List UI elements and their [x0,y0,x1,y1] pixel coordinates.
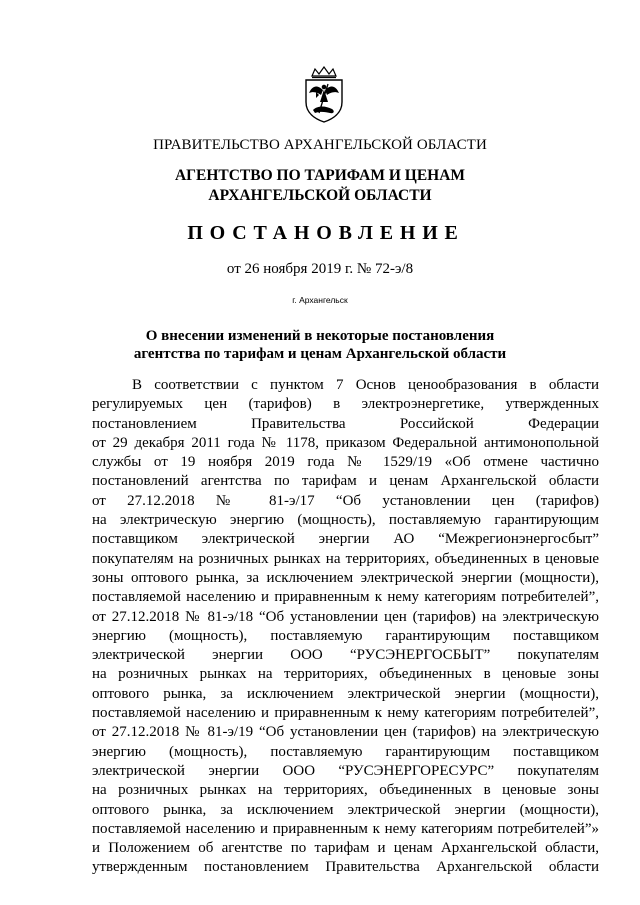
coat-of-arms-icon [302,66,346,124]
body-line: постановлением Правительства Российской Федерации [92,415,599,432]
body-line: службы от 19 ноября 2019 года № 1529/19 «Об отмене частично [92,454,599,471]
body-line: от 27.12.2018 № 81-э/17 “Об установлении цен (тарифов) [92,492,599,509]
body-line: В соответствии с пунктом 7 Основ ценообразования в области [132,377,599,393]
body-line: регулируемых цен (тарифов) в электроэнергетике, утвержденных [92,396,599,413]
body-line: от 29 декабря 2011 года № 1178, приказом Федеральной антимонопольной [92,434,599,451]
body-line: поставляемой населению и приравненным к нему категориям потребителей”» [92,820,599,837]
body-line: поставляемой населению и приравненным к нему категориям потребителей”, [92,705,599,722]
body-line: постановлений агентства по тарифам и ценам Архангельской области [92,473,599,490]
body-line: от 27.12.2018 № 81-э/18 “Об установлении цен (тарифов) на электрическую [92,608,599,625]
body-line: на розничных рынках на территориях, объединенных в ценовые зоны [92,666,599,683]
body-line: утвержденным постановлением Правительства Архангельской области [92,859,599,876]
body-text [92,376,599,878]
body-line: и Положением об агентстве по тарифам и ценам Архангельской области, [92,840,599,857]
body-line: от 27.12.2018 № 81-э/19 “Об установлении цен (тарифов) на электрическую [92,724,599,741]
agency-name-line-2: АРХАНГЕЛЬСКОЙ ОБЛАСТИ [208,187,432,204]
body-line: поставщиком электрической энергии АО “Межрегионэнергосбыт” [92,531,599,548]
agency-name-line-1: АГЕНТСТВО ПО ТАРИФАМ И ЦЕНАМ [174,167,466,184]
body-line: покупателям на розничных рынках на территориях, объединенных в ценовые [92,550,599,567]
subject-line-1: О внесении изменений в некоторые постановления [145,328,495,344]
body-line: электрической энергии ООО “РУСЭНЕРГОРЕСУРС” покупателям [92,762,599,779]
body-line: энергию (мощность), поставляемую гарантирующим поставщиком [92,627,599,644]
body-line: на розничных рынках на территориях, объединенных в ценовые зоны [92,782,599,799]
document-date-number: от 26 ноября 2019 г. № 72-э/8 [226,261,414,277]
body-line: оптового рынка, за исключением электрической энергии (мощности), [92,801,599,818]
government-name: ПРАВИТЕЛЬСТВО АРХАНГЕЛЬСКОЙ ОБЛАСТИ [153,137,487,153]
body-line: энергию (мощность), поставляемую гарантирующим поставщиком [92,743,599,760]
body-line: оптового рынка, за исключением электрической энергии (мощности), [92,685,599,702]
body-line: зоны оптового рынка, за исключением электрической энергии (мощности), [92,569,599,586]
agency-name [0,166,640,206]
subject-line-2: агентства по тарифам и ценам Архангельской области [133,346,507,362]
body-line: поставляемой населению и приравненным к нему категориям потребителей”, [92,589,599,606]
document-subject [0,327,640,363]
document-city: г. Архангельск [292,295,348,305]
body-line: на электрическую энергию (мощность), поставляемую гарантирующим [92,512,599,529]
document-type: ПОСТАНОВЛЕНИЕ [187,222,465,244]
body-line: электрической энергии ООО “РУСЭНЕРГОСБЫТ” покупателям [92,647,599,664]
